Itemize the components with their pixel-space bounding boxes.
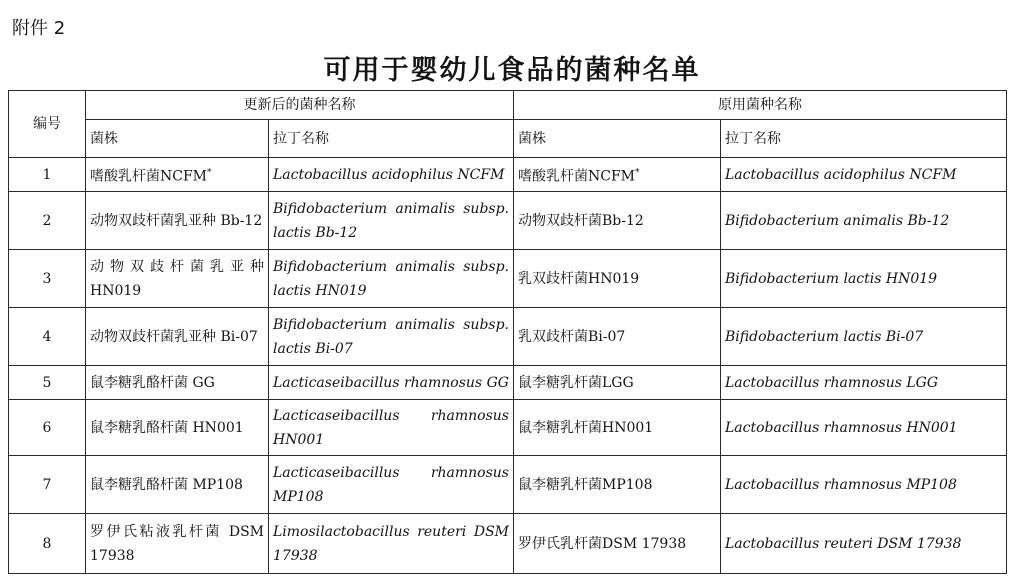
table-row [9,456,1007,514]
updated-strain-name: 动物双歧杆菌乳亚种 HN019 [86,250,269,308]
updated-latin-name: Lactobacillus acidophilus NCFM [269,158,514,192]
original-strain-name: 嗜酸乳杆菌NCFM* [514,158,721,192]
table-row [9,400,1007,456]
header-original-latin: 拉丁名称 [721,120,1007,158]
document-title: 可用于婴幼儿食品的菌种名单 [323,55,701,86]
row-number: 6 [9,400,86,456]
original-latin-name: Lactobacillus reuteri DSM 17938 [721,514,1007,574]
updated-latin-name: Bifidobacterium animalis subsp. lactis Bi-07 [269,308,514,366]
original-strain-name: 鼠李糖乳杆菌HN001 [514,400,721,456]
header-updated-latin: 拉丁名称 [269,120,514,158]
original-latin-name: Lactobacillus rhamnosus MP108 [721,456,1007,514]
updated-strain-name: 嗜酸乳杆菌NCFM* [86,158,269,192]
row-number: 7 [9,456,86,514]
original-latin-name: Lactobacillus rhamnosus HN001 [721,400,1007,456]
table-row [9,192,1007,250]
original-strain-name: 鼠李糖乳杆菌LGG [514,366,721,400]
row-number: 5 [9,366,86,400]
row-number: 3 [9,250,86,308]
header-original-names: 原用菌种名称 [514,91,1007,120]
updated-latin-name: Limosilactobacillus reuteri DSM 17938 [269,514,514,574]
header-number: 编号 [9,91,86,158]
table-row [9,308,1007,366]
original-latin-name: Lactobacillus rhamnosus LGG [721,366,1007,400]
updated-strain-name: 鼠李糖乳酪杆菌 MP108 [86,456,269,514]
header-updated-names: 更新后的菌种名称 [86,91,514,120]
strain-table [8,90,1007,574]
footnote-mark: * [207,167,212,178]
original-latin-name: Bifidobacterium lactis HN019 [721,250,1007,308]
footnote-mark: * [635,167,640,178]
original-latin-name: Bifidobacterium lactis Bi-07 [721,308,1007,366]
original-strain-name: 罗伊氏乳杆菌DSM 17938 [514,514,721,574]
original-strain-name: 乳双歧杆菌HN019 [514,250,721,308]
table-row [9,514,1007,574]
updated-latin-name: Bifidobacterium animalis subsp. lactis HN019 [269,250,514,308]
table-row [9,158,1007,192]
original-strain-name: 乳双歧杆菌Bi-07 [514,308,721,366]
header-updated-strain: 菌株 [86,120,269,158]
original-strain-name: 动物双歧杆菌Bb-12 [514,192,721,250]
original-latin-name: Lactobacillus acidophilus NCFM [721,158,1007,192]
updated-latin-name: Lacticaseibacillus rhamnosus HN001 [269,400,514,456]
original-latin-name: Bifidobacterium animalis Bb-12 [721,192,1007,250]
updated-strain-name: 罗伊氏粘液乳杆菌 DSM 17938 [86,514,269,574]
row-number: 8 [9,514,86,574]
row-number: 1 [9,158,86,192]
table-row [9,250,1007,308]
attachment-label: 附件 2 [12,18,66,39]
original-strain-name: 鼠李糖乳杆菌MP108 [514,456,721,514]
updated-latin-name: Lacticaseibacillus rhamnosus GG [269,366,514,400]
updated-strain-name: 鼠李糖乳酪杆菌 HN001 [86,400,269,456]
header-original-strain: 菌株 [514,120,721,158]
table-row [9,366,1007,400]
row-number: 2 [9,192,86,250]
row-number: 4 [9,308,86,366]
updated-strain-name: 动物双歧杆菌乳亚种 Bb-12 [86,192,269,250]
updated-latin-name: Lacticaseibacillus rhamnosus MP108 [269,456,514,514]
updated-strain-name: 动物双歧杆菌乳亚种 Bi-07 [86,308,269,366]
updated-latin-name: Bifidobacterium animalis subsp. lactis Bb-12 [269,192,514,250]
updated-strain-name: 鼠李糖乳酪杆菌 GG [86,366,269,400]
